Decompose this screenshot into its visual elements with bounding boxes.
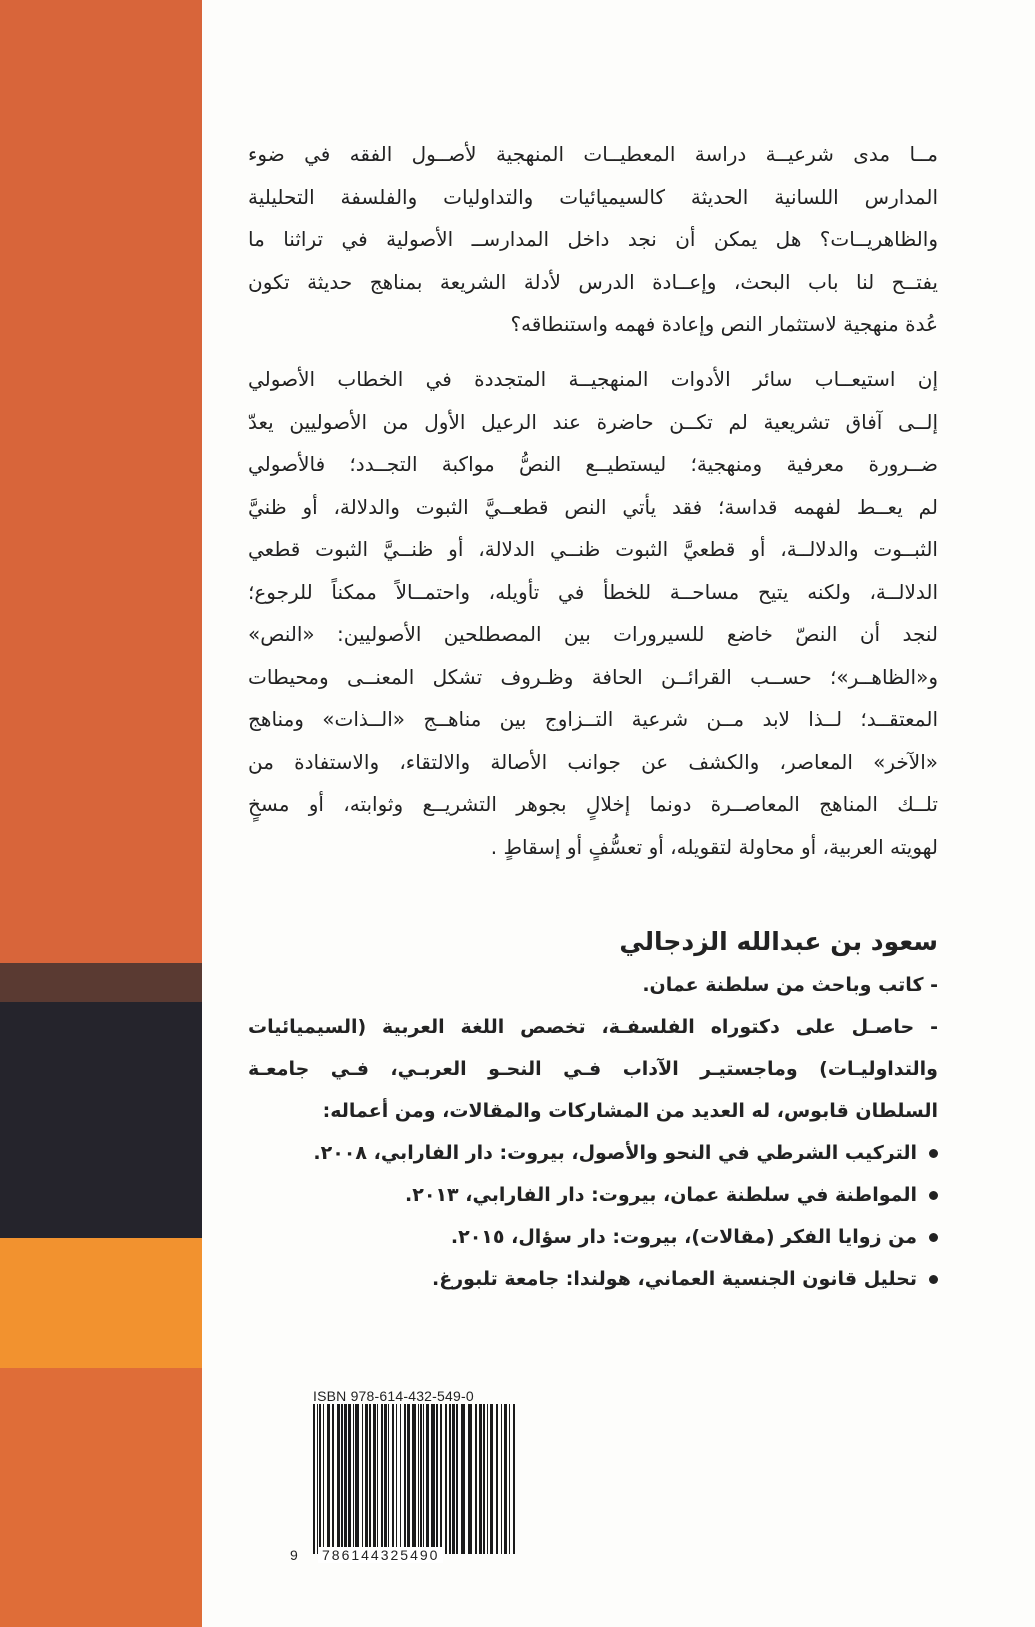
barcode-bar (344, 1404, 347, 1554)
bio-line: - حاصـل على دكتوراه الفلسفـة، تخصص اللغة العربية (السيميائيات (248, 1016, 938, 1038)
barcode-bar (365, 1404, 369, 1554)
barcode-bar (355, 1404, 359, 1554)
author-bio (248, 964, 938, 1300)
barcode-bar (418, 1404, 419, 1554)
text-line: لهويته العربية، أو محاولة لتقويله، أو تعسُّفٍ أو إسقاطٍ . (490, 834, 938, 859)
barcode-bar (420, 1404, 422, 1554)
barcode-bar (456, 1404, 458, 1554)
barcode-bar (317, 1404, 318, 1554)
barcode-bars (313, 1404, 518, 1554)
barcode-bar (377, 1404, 378, 1554)
blurb-paragraph-1 (248, 133, 938, 346)
barcode-bar (388, 1404, 389, 1554)
work-title: من زوايا الفكر (مقالات)، بيروت: دار سؤال، ٢٠١٥. (450, 1226, 917, 1248)
work-title: تحليل قانون الجنسية العماني، هولندا: جامعة تلبورغ. (432, 1268, 917, 1290)
text-line: إلــى آفاق تشريعية لم تكــن حاضرة عند الرعيل الأول من الأصوليين يعدّ (248, 409, 938, 434)
text-line: الثبــوت والدلالــة، أو قطعيَّ الثبوت ظنــي الدلالة، أو ظنــيَّ الثبوت قطعي (248, 537, 938, 561)
work-item (248, 1216, 938, 1258)
barcode-bar (445, 1404, 447, 1554)
barcode-bar (313, 1404, 315, 1554)
cover-stripe-band (0, 963, 202, 1002)
text-line: ضــرورة معرفية ومنهجية؛ ليستطيــع النصُّ مواكبة التجــدد؛ فالأصولي (248, 452, 938, 476)
barcode-bar (426, 1404, 429, 1554)
work-item (248, 1174, 938, 1216)
work-item (248, 1132, 938, 1174)
text-line: يفتــح لنا باب البحث، وإعــادة الدرس لأدلة الشريعة بمناهج حديثة تكون (248, 269, 938, 294)
text-line: لنجد أن النصّ خاضع للسيرورات بين المصطلحين الأصوليين: «النص» (248, 622, 938, 646)
author-name: سعود بن عبدالله الزدجالي (619, 927, 938, 956)
work-item (248, 1258, 938, 1300)
cover-stripe-bottom (0, 1368, 202, 1627)
work-title: التركيب الشرطي في النحو والأصول، بيروت: دار الفارابي، ٢٠٠٨. (313, 1142, 917, 1164)
barcode-bar (373, 1404, 376, 1554)
text-line: الدلالــة، ولكنه يتيح مساحــة للخطأ في تأويله، واحتمــالاً ممكناً للرجوع؛ (248, 579, 938, 604)
text-line: تلــك المناهج المعاصــرة دونما إخلالٍ بجوهر التشريــع وثوابته، أو مسخٍ (248, 792, 938, 816)
barcode-bar (436, 1404, 438, 1554)
text-line: والظاهريــات؟ هل يمكن أن نجد داخل المدارســ الأصولية في تراثنا ما (248, 227, 938, 251)
barcode-bar (431, 1404, 435, 1554)
cover-stripe-orange (0, 1238, 202, 1368)
barcode-bar (440, 1404, 442, 1554)
barcode-bar (384, 1404, 387, 1554)
bullet-icon (929, 1149, 938, 1158)
blurb-paragraph-2 (248, 358, 938, 868)
barcode-bar (332, 1404, 334, 1554)
barcode-bar (452, 1404, 455, 1554)
barcode-digits: 786144325490 (318, 1547, 443, 1563)
barcode-bar (513, 1404, 515, 1554)
barcode-bar (461, 1404, 465, 1554)
text-line: لم يعــط لفهمه قداسة؛ فقد يأتي النص قطعــيَّ الثبوت والدلالة، أو ظنيَّ (248, 494, 938, 519)
barcode-bar (487, 1404, 488, 1554)
text-line: عُدة منهجية لاستثمار النص وإعادة فهمه واستنطاقه؟ (510, 312, 938, 336)
barcode-bar (449, 1404, 451, 1554)
barcode-bar (369, 1404, 371, 1554)
barcode-bar (423, 1404, 424, 1554)
bio-line: السلطان قابوس، له العديد من المشاركات والمقالات، ومن أعماله: (322, 1100, 938, 1122)
barcode-bar (348, 1404, 351, 1554)
barcode-bar (353, 1404, 354, 1554)
bio-line: والتداوليـات) وماجستيـر الآداب فـي النحـو العربـي، فـي جامعـة (248, 1058, 938, 1080)
work-title: المواطنة في سلطنة عمان، بيروت: دار الفارابي، ٢٠١٣. (405, 1184, 917, 1206)
barcode-bar (412, 1404, 416, 1554)
barcode-bar (490, 1404, 493, 1554)
barcode-bar (404, 1404, 406, 1554)
barcode-bar (327, 1404, 330, 1554)
barcode-bar (509, 1404, 510, 1554)
barcode-bar (496, 1404, 498, 1554)
cover-stripe-top (0, 0, 202, 963)
barcode-bar (323, 1404, 324, 1554)
barcode-bar (501, 1404, 502, 1554)
text-line: «الآخر» المعاصر، والكشف عن جوانب الأصالة والالتقاء، والاستفادة من (248, 749, 938, 774)
barcode-bar (337, 1404, 340, 1554)
barcode-bar (392, 1404, 394, 1554)
bullet-icon (929, 1191, 938, 1200)
barcode (313, 1388, 523, 1554)
barcode-bar (407, 1404, 410, 1554)
barcode-bar (468, 1404, 472, 1554)
isbn-text: ISBN 978-614-432-549-0 (313, 1388, 474, 1404)
barcode-bar (341, 1404, 343, 1554)
text-line: المدارس اللسانية الحديثة كالسيميائيات والتداوليات والفلسفة التحليلية (248, 184, 938, 209)
bullet-icon (929, 1233, 938, 1242)
barcode-bar (483, 1404, 485, 1554)
text-line: المعتقــد؛ لــذا لابد مــن شرعية التــزاوج بين مناهــج «الــذات» ومناهج (248, 707, 938, 731)
text-line: و«الظاهــر»؛ حســب القرائــن الحافة وظـروف تشكل المعنــى ومحيطات (248, 664, 938, 689)
barcode-bar (479, 1404, 482, 1554)
barcode-bar (319, 1404, 321, 1554)
barcode-bar (504, 1404, 507, 1554)
text-line: مــا مدى شرعيــة دراسة المعطيــات المنهجية لأصــول الفقه في ضوء (248, 142, 938, 166)
barcode-bar (381, 1404, 383, 1554)
text-line: إن استيعــاب سائر الأدوات المنهجيــة المتجددة في الخطاب الأصولي (248, 367, 938, 391)
barcode-bar (400, 1404, 401, 1554)
barcode-bar (362, 1404, 363, 1554)
barcode-lead-digit: 9 (290, 1547, 298, 1563)
bullet-icon (929, 1275, 938, 1284)
barcode-bar (396, 1404, 397, 1554)
bio-line: - كاتب وباحث من سلطنة عمان. (642, 974, 938, 996)
cover-stripe-dark (0, 1002, 202, 1238)
barcode-bar (475, 1404, 478, 1554)
